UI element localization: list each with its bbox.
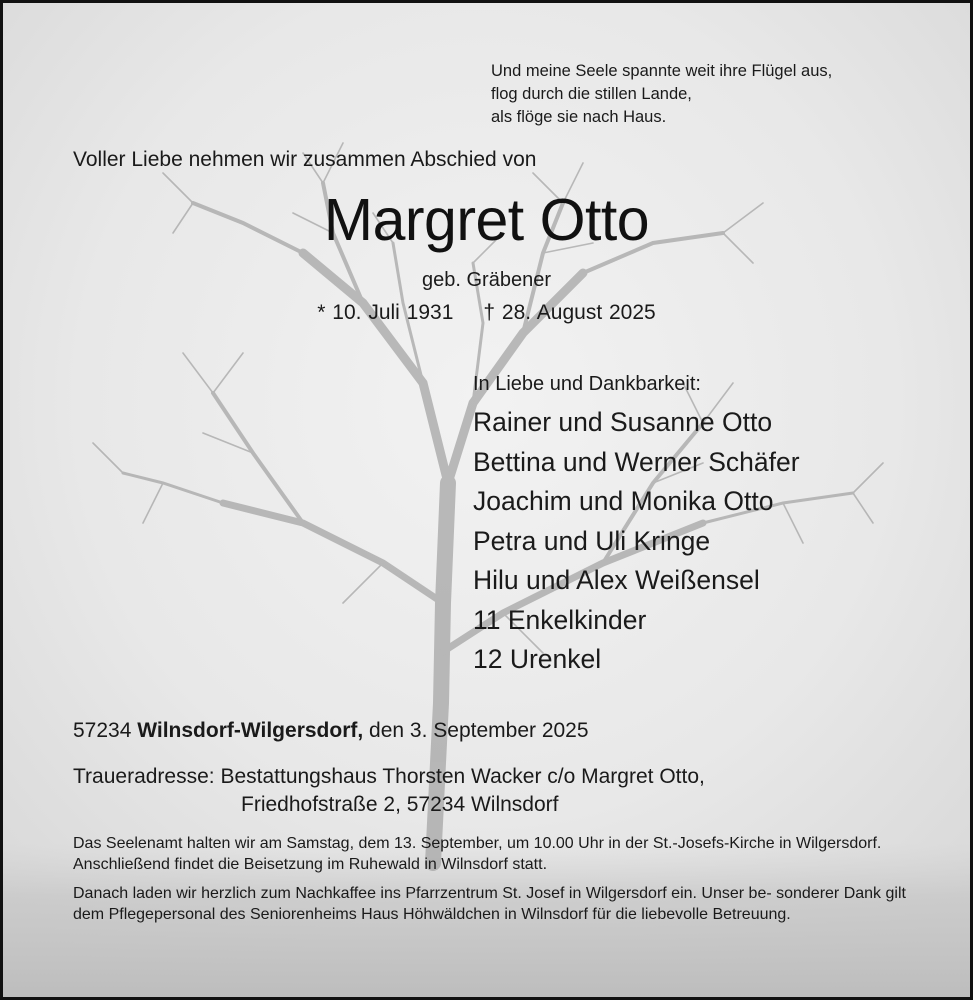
mourners-list (473, 403, 800, 680)
poem-quote (491, 60, 832, 129)
mourner-entry: Bettina und Werner Schäfer (473, 446, 800, 477)
mourner-entry: Joachim und Monika Otto (473, 486, 774, 516)
address-line-1: Traueradresse: Bestattungshaus Thorsten Wacker c/o Margret Otto, (73, 765, 705, 788)
mourning-address (73, 763, 705, 819)
death-date: † 28. August 2025 (483, 301, 656, 324)
mourner-entry: Rainer und Susanne Otto (473, 407, 773, 437)
poem-line: flog durch die stillen Lande, (491, 85, 692, 103)
deceased-name: Margret Otto (323, 187, 650, 253)
mourner-entry: 12 Urenkel (473, 644, 602, 674)
postal-code: 57234 (73, 719, 132, 742)
mourner-entry: Petra und Uli Kringe (473, 525, 711, 556)
letter-date: den 3. September 2025 (369, 719, 589, 742)
life-dates (3, 301, 970, 325)
farewell-intro: Voller Liebe nehmen wir zusammen Abschied von (73, 148, 537, 171)
mourner-entry: 11 Enkelkinder (473, 604, 647, 635)
poem-line: als flöge sie nach Haus. (491, 108, 667, 126)
address-line-2: Friedhofstraße 2, 57234 Wilnsdorf (241, 793, 559, 816)
birth-name: geb. Gräbener (422, 269, 551, 291)
city-name: Wilnsdorf-Wilgersdorf, (137, 719, 364, 742)
mourner-entry: Hilu und Alex Weißensel (473, 565, 760, 595)
reception-thanks-notice: Danach laden wir herzlich zum Nachkaffee ins Pfarrzentrum St. Josef in Wilgersdorf ein. Unser be- sonderer Dank gilt dem Pflegepersonal des Seniorenheims Haus Höhwäldchen in Wilnsdorf für die liebevolle Betreuung. (73, 885, 906, 923)
birth-date: * 10. Juli 1931 (317, 301, 454, 324)
poem-line: Und meine Seele spannte weit ihre Flügel aus, (491, 62, 833, 80)
service-notice: Das Seelenamt halten wir am Samstag, dem 13. September, um 10.00 Uhr in der St.-Josefs-Kirche in Wilgersdorf. Anschließend findet die Beisetzung im Ruhewald in Wilnsdorf statt. (73, 835, 882, 873)
mourners-intro: In Liebe und Dankbarkeit: (473, 373, 701, 395)
place-and-date (73, 719, 589, 743)
